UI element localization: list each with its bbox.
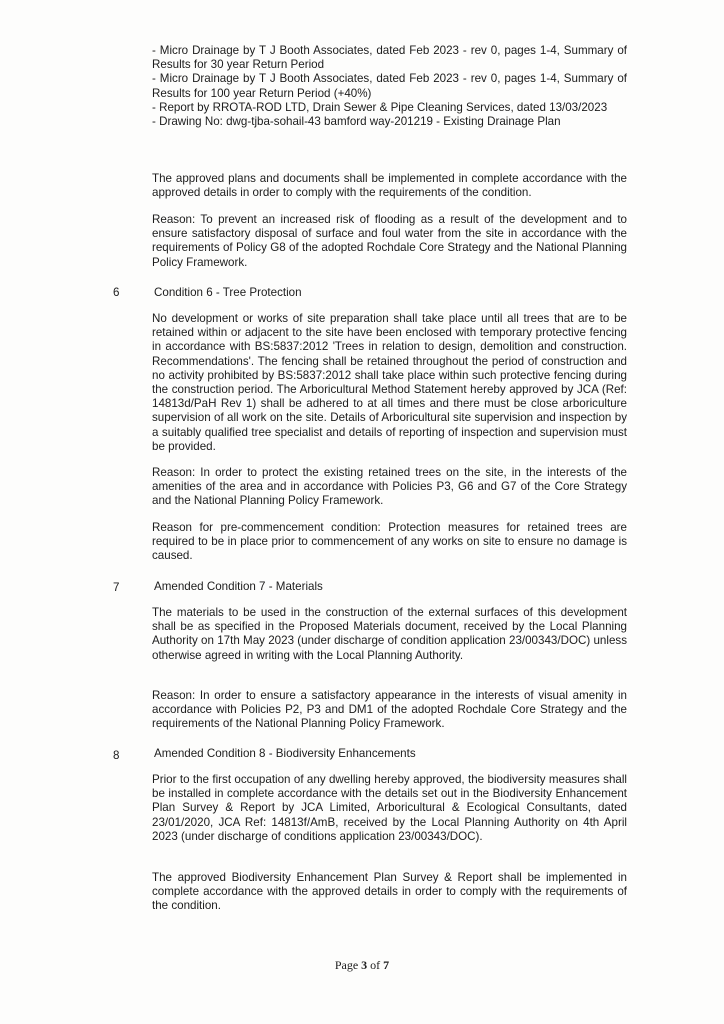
condition-6-reason <box>152 466 627 509</box>
paragraph: Reason: In order to protect the existing retained trees on the site, in the interests of the amenities of the area and in accordance with Policies P3, G6 and G7 of the Core Strategy and the National Planning Policy Framework. <box>152 466 627 508</box>
paragraph: The materials to be used in the construction of the external surfaces of this development shall be as specified in the Proposed Materials document, received by the Local Planning Authority on 17th May 2023 (under discharge of condition application 23/00343/DOC) unless otherwise agreed in writing with the Local Planning Authority. <box>152 606 627 662</box>
paragraph: Reason for pre-commencement condition: Protection measures for retained trees are required to be in place prior to commencement of any works on site to ensure no damage is caused. <box>152 521 627 563</box>
paragraph: The approved Biodiversity Enhancement Plan Survey & Report shall be implemented in complete accordance with the approved details in order to comply with the requirements of the condition. <box>152 871 627 913</box>
condition-6-body <box>152 312 627 454</box>
condition-7-body <box>152 606 627 663</box>
condition-8-title: Amended Condition 8 - Biodiversity Enhancements <box>154 747 416 760</box>
condition-8-body <box>152 773 627 844</box>
list-item: - Micro Drainage by T J Booth Associates, dated Feb 2023 - rev 0, pages 1-4, Summary of Results for 30 year Return Period <box>152 44 627 72</box>
page-current: 3 <box>361 958 368 972</box>
paragraph: No development or works of site preparation shall take place until all trees that are to be retained within or adjacent to the site have been enclosed with temporary protective fencing in accordance with BS:5837:2012 'Trees in relation to design, demolition and construction. Recommendations'. The fencing shall be retained throughout the period of construction and no activity prohibited by BS:5837:2012 shall take place within such protective fencing during the construction period. The Arboricultural Method Statement hereby approved by JCA (Ref: 14813d/PaH Rev 1) shall be adhered to at all times and there must be close arboriculture supervision of all work on the site. Details of Arboricultural site supervision and inspection by a suitably qualified tree specialist and details of reporting of inspection and supervision must be provided. <box>152 312 627 453</box>
page-number <box>0 958 724 973</box>
page-label: Page <box>334 958 362 972</box>
condition-5-reason <box>152 213 627 270</box>
condition-7-reason <box>152 689 627 732</box>
condition-8-implementation <box>152 871 627 914</box>
paragraph: Reason: In order to ensure a satisfactory appearance in the interests of visual amenity in accordance with Policies P2, P3 and DM1 of the adopted Rochdale Core Strategy and the requirements of the National Planning Policy Framework. <box>152 689 627 731</box>
list-item: - Micro Drainage by T J Booth Associates, dated Feb 2023 - rev 0, pages 1-4, Summary of Results for 100 year Return Period (+40%) <box>152 72 627 100</box>
list-item: - Report by RROTA-ROD LTD, Drain Sewer & Pipe Cleaning Services, dated 13/03/2023 <box>152 100 608 114</box>
condition-7-title: Amended Condition 7 - Materials <box>154 580 323 593</box>
page-total: 7 <box>383 958 390 972</box>
condition-8-number: 8 <box>113 749 120 762</box>
drainage-document-list <box>152 44 627 129</box>
paragraph: Prior to the first occupation of any dwelling hereby approved, the biodiversity measures shall be installed in complete accordance with the details set out in the Biodiversity Enhancement Plan Survey & Report by JCA Limited, Arboricultural & Ecological Consultants, dated 23/01/2020, JCA Ref: 14813f/AmB, received by the Local Planning Authority on 4th April 2023 (under discharge of conditions application 23/00343/DOC). <box>152 773 627 843</box>
condition-7-number: 7 <box>113 581 120 594</box>
condition-5-implementation <box>152 172 627 200</box>
condition-6-title: Condition 6 - Tree Protection <box>154 286 302 299</box>
paragraph: Reason: To prevent an increased risk of flooding as a result of the development and to ensure satisfactory disposal of surface and foul water from the site in accordance with the requirements of Policy G8 of the adopted Rochdale Core Strategy and the National Planning Policy Framework. <box>152 213 627 269</box>
page-of: of <box>367 958 384 972</box>
condition-6-number: 6 <box>113 286 120 299</box>
condition-6-precommencement-reason <box>152 521 627 564</box>
list-item: - Drawing No: dwg-tjba-sohail-43 bamford way-201219 - Existing Drainage Plan <box>152 115 561 129</box>
paragraph: The approved plans and documents shall be implemented in complete accordance with the approved details in order to comply with the requirements of the condition. <box>152 172 627 200</box>
